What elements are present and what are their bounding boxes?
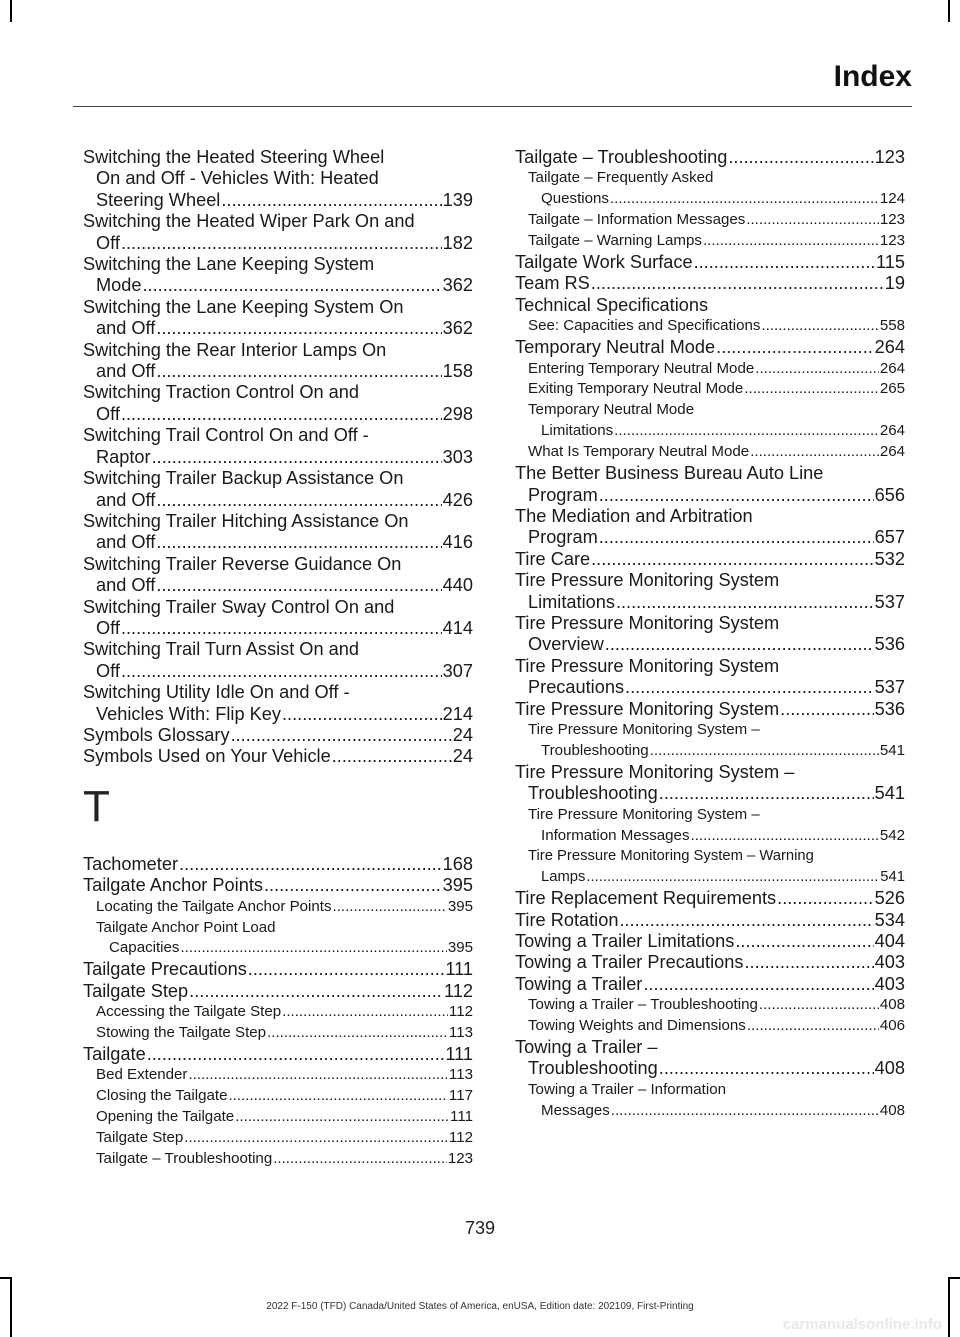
entry-text: and Off (96, 489, 156, 510)
entry-text: What Is Temporary Neutral Mode (528, 443, 750, 461)
dot-leader (614, 421, 879, 442)
page-reference[interactable]: 656 (874, 484, 905, 505)
dot-leader (143, 275, 442, 296)
entry-text: Tire Pressure Monitoring System (515, 570, 780, 591)
index-subentry[interactable] (515, 995, 905, 1016)
page-reference[interactable]: 139 (442, 189, 473, 210)
entry-text: On and Off - Vehicles With: Heated (96, 168, 379, 189)
entry-text: Tailgate Anchor Point Load (96, 918, 276, 936)
index-entry[interactable] (83, 1044, 473, 1065)
entry-text: Temporary Neutral Mode (515, 337, 716, 358)
entry-text: Tire Replacement Requirements (515, 888, 777, 909)
index-entry[interactable] (83, 147, 473, 211)
page-reference[interactable]: 24 (452, 746, 473, 767)
entry-text: Towing a Trailer – Information (528, 1080, 726, 1098)
page-reference[interactable]: 541 (880, 869, 905, 886)
dot-leader (235, 1107, 449, 1128)
index-entry[interactable] (83, 425, 473, 468)
dot-leader (156, 532, 441, 553)
dot-leader (228, 1086, 447, 1107)
dot-leader (625, 677, 874, 698)
entry-text: Capacities (109, 939, 180, 957)
index-entry[interactable] (515, 463, 905, 506)
dot-leader (694, 252, 875, 273)
page-reference[interactable]: 265 (879, 380, 905, 398)
crop-mark-top-right (948, 0, 950, 22)
dot-leader (643, 974, 873, 995)
entry-text: Opening the Tailgate (96, 1108, 235, 1126)
page-reference[interactable]: 526 (874, 888, 905, 909)
index-subentry[interactable] (83, 1023, 473, 1044)
dot-leader (619, 910, 873, 931)
entry-text: Off (96, 232, 120, 253)
dot-leader (156, 575, 441, 596)
page-reference[interactable]: 426 (442, 489, 473, 510)
page-reference[interactable]: 307 (442, 660, 473, 681)
index-subentry[interactable] (515, 359, 905, 380)
entry-text: Switching the Heated Wiper Park On and (83, 211, 415, 232)
entry-text: Tailgate Precautions (83, 959, 247, 980)
index-entry[interactable] (515, 1037, 905, 1080)
index-entry[interactable] (83, 682, 473, 725)
entry-text: Technical Specifications (515, 294, 709, 315)
entry-text: Tire Care (515, 548, 591, 569)
index-subentry[interactable] (83, 1086, 473, 1107)
index-subentry[interactable] (515, 805, 905, 847)
page-reference[interactable]: 123 (879, 211, 905, 229)
entry-text: Accessing the Tailgate Step (96, 1003, 282, 1021)
dot-leader (750, 442, 879, 463)
entry-text: Switching Trail Control On and Off - (83, 425, 369, 446)
index-entry[interactable] (83, 959, 473, 980)
entry-text: Tire Pressure Monitoring System (515, 698, 780, 719)
entry-text: Tire Pressure Monitoring System – (528, 720, 760, 738)
entry-text: The Better Business Bureau Auto Line (515, 463, 824, 484)
index-subentry[interactable] (83, 1149, 473, 1170)
page-reference[interactable]: 537 (874, 677, 905, 698)
page-reference[interactable]: 298 (442, 403, 473, 424)
entry-text: Troubleshooting (528, 1058, 658, 1079)
entry-text: Off (96, 660, 120, 681)
entry-text: Limitations (528, 591, 615, 612)
entry-text: Tire Pressure Monitoring System (515, 655, 780, 676)
page-reference[interactable]: 532 (874, 548, 905, 569)
entry-text: Program (528, 484, 598, 505)
dot-leader (332, 746, 452, 767)
entry-text: and Off (96, 318, 156, 339)
entry-text: Tailgate Step (96, 1129, 184, 1147)
dot-leader (777, 888, 874, 909)
index-subentry[interactable] (515, 720, 905, 762)
entry-text: Mode (96, 275, 142, 296)
entry-text: Overview (528, 634, 604, 655)
page-reference[interactable]: 542 (879, 826, 905, 844)
index-entry[interactable] (515, 295, 905, 316)
entry-text: Towing a Trailer (515, 973, 643, 994)
page-reference[interactable]: 558 (879, 317, 905, 335)
dot-leader (147, 1044, 445, 1065)
page-reference[interactable]: 403 (874, 952, 905, 973)
entry-text: and Off (96, 361, 156, 382)
entry-text: Program (528, 527, 598, 548)
entry-text: Stowing the Tailgate Step (96, 1024, 267, 1042)
index-entry[interactable] (83, 297, 473, 340)
dot-leader (759, 995, 879, 1016)
entry-text: Switching the Rear Interior Lamps On (83, 339, 387, 360)
entry-text: Tailgate (83, 1043, 146, 1064)
page-reference[interactable]: 414 (442, 617, 473, 638)
entry-text: and Off (96, 532, 156, 553)
entry-text: Towing a Trailer Precautions (515, 952, 744, 973)
dot-leader (728, 147, 873, 168)
entry-text: Questions (541, 190, 609, 208)
entry-text: Towing a Trailer – (515, 1037, 658, 1058)
page-title: Index (833, 60, 912, 93)
page-reference[interactable]: 113 (448, 1066, 473, 1084)
page-reference[interactable]: 541 (874, 783, 905, 804)
entry-text: Off (96, 403, 120, 424)
index-entry[interactable] (83, 511, 473, 554)
page-reference[interactable]: 303 (442, 446, 473, 467)
index-entry[interactable] (515, 337, 905, 358)
entry-text: Switching Trailer Sway Control On and (83, 596, 395, 617)
index-subentry[interactable] (515, 210, 905, 231)
entry-text: Tailgate – Information Messages (528, 211, 746, 229)
entry-text: Switching Trailer Hitching Assistance On (83, 510, 409, 531)
dot-leader (586, 867, 879, 888)
dot-leader (221, 190, 441, 211)
dot-leader (282, 704, 442, 725)
entry-text: Temporary Neutral Mode (528, 401, 695, 419)
dot-leader (248, 959, 445, 980)
page-reference[interactable]: 123 (879, 232, 905, 250)
page-reference[interactable]: 537 (874, 591, 905, 612)
dot-leader (599, 527, 874, 548)
entry-text: Bed Extender (96, 1066, 188, 1084)
index-entry[interactable] (515, 656, 905, 699)
page-reference[interactable]: 112 (448, 1129, 473, 1147)
dot-leader (659, 1058, 874, 1079)
dot-leader (264, 875, 442, 896)
entry-text: Switching Traction Control On and (83, 382, 359, 403)
page-reference[interactable]: 404 (874, 931, 905, 952)
page-reference[interactable]: 657 (874, 527, 905, 548)
entry-text: Tailgate – Troubleshooting (96, 1149, 273, 1167)
page-reference[interactable]: 24 (452, 724, 473, 745)
page-reference[interactable]: 214 (442, 703, 473, 724)
entry-text: Symbols Used on Your Vehicle (83, 746, 331, 767)
entry-text: Entering Temporary Neutral Mode (528, 359, 755, 377)
index-entry[interactable] (83, 854, 473, 875)
entries-group-t (83, 854, 473, 1170)
index-entry[interactable] (83, 639, 473, 682)
dot-leader (780, 699, 874, 720)
index-subentry[interactable] (515, 1080, 905, 1122)
index-subentry[interactable] (83, 1002, 473, 1023)
entry-text: Team RS (515, 273, 590, 294)
page-reference[interactable]: 158 (442, 361, 473, 382)
dot-leader (650, 741, 879, 762)
index-entry[interactable] (83, 468, 473, 511)
crop-mark-bottom-right-h (948, 1277, 960, 1279)
page-reference[interactable]: 264 (874, 337, 905, 358)
entry-text: Limitations (541, 422, 614, 440)
dot-leader (599, 485, 874, 506)
page-reference[interactable]: 416 (442, 532, 473, 553)
page-reference[interactable]: 264 (879, 359, 905, 377)
index-entry[interactable] (83, 554, 473, 597)
entry-text: Switching Trailer Reverse Guidance On (83, 553, 402, 574)
dot-leader (744, 952, 873, 973)
page-reference[interactable]: 406 (879, 1017, 905, 1035)
entry-text: Troubleshooting (528, 783, 658, 804)
page-reference[interactable]: 111 (445, 959, 473, 980)
entry-text: Lamps (541, 869, 586, 886)
index-entry[interactable] (515, 147, 905, 168)
index-entry[interactable] (515, 506, 905, 549)
entry-text: Switching Trail Turn Assist On and (83, 639, 359, 660)
page-reference[interactable]: 113 (448, 1024, 473, 1042)
dot-leader (152, 447, 442, 468)
dot-leader (744, 379, 878, 400)
index-subentry[interactable] (515, 1016, 905, 1037)
dot-leader (179, 854, 442, 875)
index-subentry[interactable] (515, 168, 905, 210)
entry-text: Tachometer (83, 853, 179, 874)
index-entry[interactable] (83, 725, 473, 746)
page-reference[interactable]: 541 (879, 741, 905, 759)
page-reference[interactable]: 123 (447, 1149, 473, 1167)
index-entry[interactable] (515, 888, 905, 909)
page-reference[interactable]: 395 (442, 875, 473, 896)
entry-text: Tailgate – Warning Lamps (528, 232, 702, 250)
entry-text: Switching Trailer Backup Assistance On (83, 468, 404, 489)
index-entry[interactable] (515, 762, 905, 805)
index-subentry[interactable] (83, 1107, 473, 1128)
index-subentry[interactable] (515, 846, 905, 888)
index-entry[interactable] (515, 699, 905, 720)
index-entry[interactable] (515, 252, 905, 273)
dot-leader (659, 783, 874, 804)
index-entry[interactable] (83, 981, 473, 1002)
page-reference[interactable]: 111 (450, 1108, 473, 1126)
crop-mark-bottom-right (948, 1277, 950, 1337)
dot-leader (691, 826, 879, 847)
index-subentry[interactable] (83, 897, 473, 918)
page-reference[interactable]: 115 (876, 252, 905, 273)
index-entry[interactable] (83, 875, 473, 896)
dot-leader (605, 634, 874, 655)
entry-text: Information Messages (541, 826, 690, 844)
crop-mark-bottom-left (10, 1277, 12, 1337)
entry-text: Tailgate Work Surface (515, 252, 693, 273)
dot-leader (591, 549, 874, 570)
entry-text: Tire Pressure Monitoring System – Warning (528, 848, 814, 865)
dot-leader (156, 361, 441, 382)
index-subentry[interactable] (83, 918, 473, 960)
index-subentry[interactable] (515, 379, 905, 400)
page-reference[interactable]: 168 (442, 853, 473, 874)
page-reference[interactable]: 111 (445, 1043, 473, 1064)
entry-text: Raptor (96, 446, 151, 467)
page-reference[interactable]: 117 (448, 1087, 473, 1105)
entry-text: Tailgate Step (83, 980, 189, 1001)
entry-text: Closing the Tailgate (96, 1087, 228, 1105)
page-reference[interactable]: 440 (442, 575, 473, 596)
page-reference[interactable]: 362 (442, 275, 473, 296)
entry-text: Towing a Trailer – Troubleshooting (528, 996, 758, 1014)
index-entry[interactable] (515, 910, 905, 931)
dot-leader (189, 981, 443, 1002)
index-entry[interactable] (83, 382, 473, 425)
page-reference[interactable]: 124 (879, 190, 905, 208)
dot-leader (747, 1016, 879, 1037)
entry-text: The Mediation and Arbitration (515, 505, 753, 526)
entry-text: Towing a Trailer Limitations (515, 931, 735, 952)
index-entry[interactable] (515, 549, 905, 570)
dot-leader (610, 189, 879, 210)
entry-text: Tire Pressure Monitoring System (515, 612, 780, 633)
index-subentry[interactable] (83, 1065, 473, 1086)
footer-edition-info: 2022 F-150 (TFD) Canada/United States of America, enUSA, Edition date: 202109, First-Printing (266, 1301, 694, 1312)
entry-text: Symbols Glossary (83, 724, 230, 745)
entries-group-right (515, 147, 905, 1122)
entries-group-s (83, 147, 473, 768)
entry-text: Vehicles With: Flip Key (96, 703, 281, 724)
dot-leader (735, 931, 873, 952)
dot-leader (156, 490, 441, 511)
page-reference[interactable]: 408 (879, 1101, 905, 1119)
entry-text: Switching the Lane Keeping System (83, 254, 375, 275)
entry-text: Messages (541, 1101, 610, 1119)
index-entry[interactable] (83, 211, 473, 254)
page-reference[interactable]: 395 (447, 939, 473, 957)
entry-text: Tailgate – Frequently Asked (528, 169, 714, 187)
index-subentry[interactable] (515, 231, 905, 252)
crop-mark-bottom-left-h (0, 1277, 12, 1279)
index-entry[interactable] (515, 570, 905, 613)
dot-leader (755, 359, 879, 380)
page-reference[interactable]: 264 (879, 443, 905, 461)
entry-text: Switching the Lane Keeping System On (83, 296, 404, 317)
dot-leader (121, 618, 442, 639)
entry-text: Tire Rotation (515, 909, 619, 930)
dot-leader (761, 316, 878, 337)
index-entry[interactable] (83, 597, 473, 640)
dot-leader (121, 233, 442, 254)
dot-leader (591, 273, 884, 294)
dot-leader (156, 318, 441, 339)
page-reference[interactable]: 264 (879, 422, 905, 440)
index-entry[interactable] (515, 931, 905, 952)
index-entry[interactable] (83, 254, 473, 297)
index-subentry[interactable] (515, 316, 905, 337)
page-number: 739 (464, 1218, 496, 1238)
index-column-right (515, 147, 905, 1122)
dot-leader (282, 1002, 448, 1023)
page-reference[interactable]: 19 (884, 273, 905, 294)
page-reference[interactable]: 112 (444, 980, 473, 1001)
page-reference[interactable]: 534 (874, 909, 905, 930)
index-subentry[interactable] (83, 1128, 473, 1149)
index-entry[interactable] (515, 974, 905, 995)
page-reference[interactable]: 362 (442, 318, 473, 339)
title-divider (73, 106, 912, 107)
entry-text: Precautions (528, 677, 625, 698)
page-reference[interactable]: 395 (447, 897, 473, 915)
page-reference[interactable]: 123 (874, 147, 905, 167)
page-reference[interactable]: 408 (879, 996, 905, 1014)
entry-text: Troubleshooting (541, 741, 649, 759)
entry-text: Tire Pressure Monitoring System – (515, 761, 795, 782)
dot-leader (180, 938, 446, 959)
dot-leader (121, 404, 442, 425)
dot-leader (703, 231, 879, 252)
dot-leader (716, 337, 873, 358)
dot-leader (267, 1023, 448, 1044)
index-entry[interactable] (83, 746, 473, 767)
index-subentry[interactable] (515, 400, 905, 442)
entry-text: Tire Pressure Monitoring System – (528, 805, 760, 823)
dot-leader (184, 1128, 448, 1149)
dot-leader (616, 592, 874, 613)
entry-text: Switching the Heated Steering Wheel (83, 147, 385, 167)
dot-leader (611, 1101, 879, 1122)
page-reference[interactable]: 112 (448, 1003, 473, 1021)
index-entry[interactable] (515, 613, 905, 656)
entry-text: See: Capacities and Specifications (528, 317, 761, 335)
entry-text: Locating the Tailgate Anchor Points (96, 897, 332, 915)
page-reference[interactable]: 536 (874, 634, 905, 655)
page-reference[interactable]: 408 (874, 1058, 905, 1079)
page-reference[interactable]: 403 (874, 973, 905, 994)
index-entry[interactable] (515, 952, 905, 973)
dot-leader (231, 725, 452, 746)
entry-text: Towing Weights and Dimensions (528, 1017, 746, 1035)
entry-text: Switching Utility Idle On and Off - (83, 682, 350, 703)
crop-mark-top-left (10, 0, 12, 22)
index-column-left (83, 147, 473, 1170)
entry-text: Steering Wheel (96, 189, 221, 210)
dot-leader (746, 210, 879, 231)
section-letter: T (83, 781, 110, 831)
entry-text: Exiting Temporary Neutral Mode (528, 380, 744, 398)
page-reference[interactable]: 182 (442, 232, 473, 253)
entry-text: and Off (96, 575, 156, 596)
index-entry[interactable] (83, 340, 473, 383)
dot-leader (273, 1149, 447, 1170)
dot-leader (188, 1065, 447, 1086)
entry-text: Off (96, 617, 120, 638)
dot-leader (333, 897, 447, 918)
page-reference[interactable]: 536 (874, 698, 905, 719)
watermark: carmanualsonline.info (782, 1316, 942, 1333)
dot-leader (121, 661, 442, 682)
index-subentry[interactable] (515, 442, 905, 463)
entry-text: Tailgate Anchor Points (83, 875, 263, 896)
index-entry[interactable] (515, 273, 905, 294)
entry-text: Tailgate – Troubleshooting (515, 147, 728, 167)
